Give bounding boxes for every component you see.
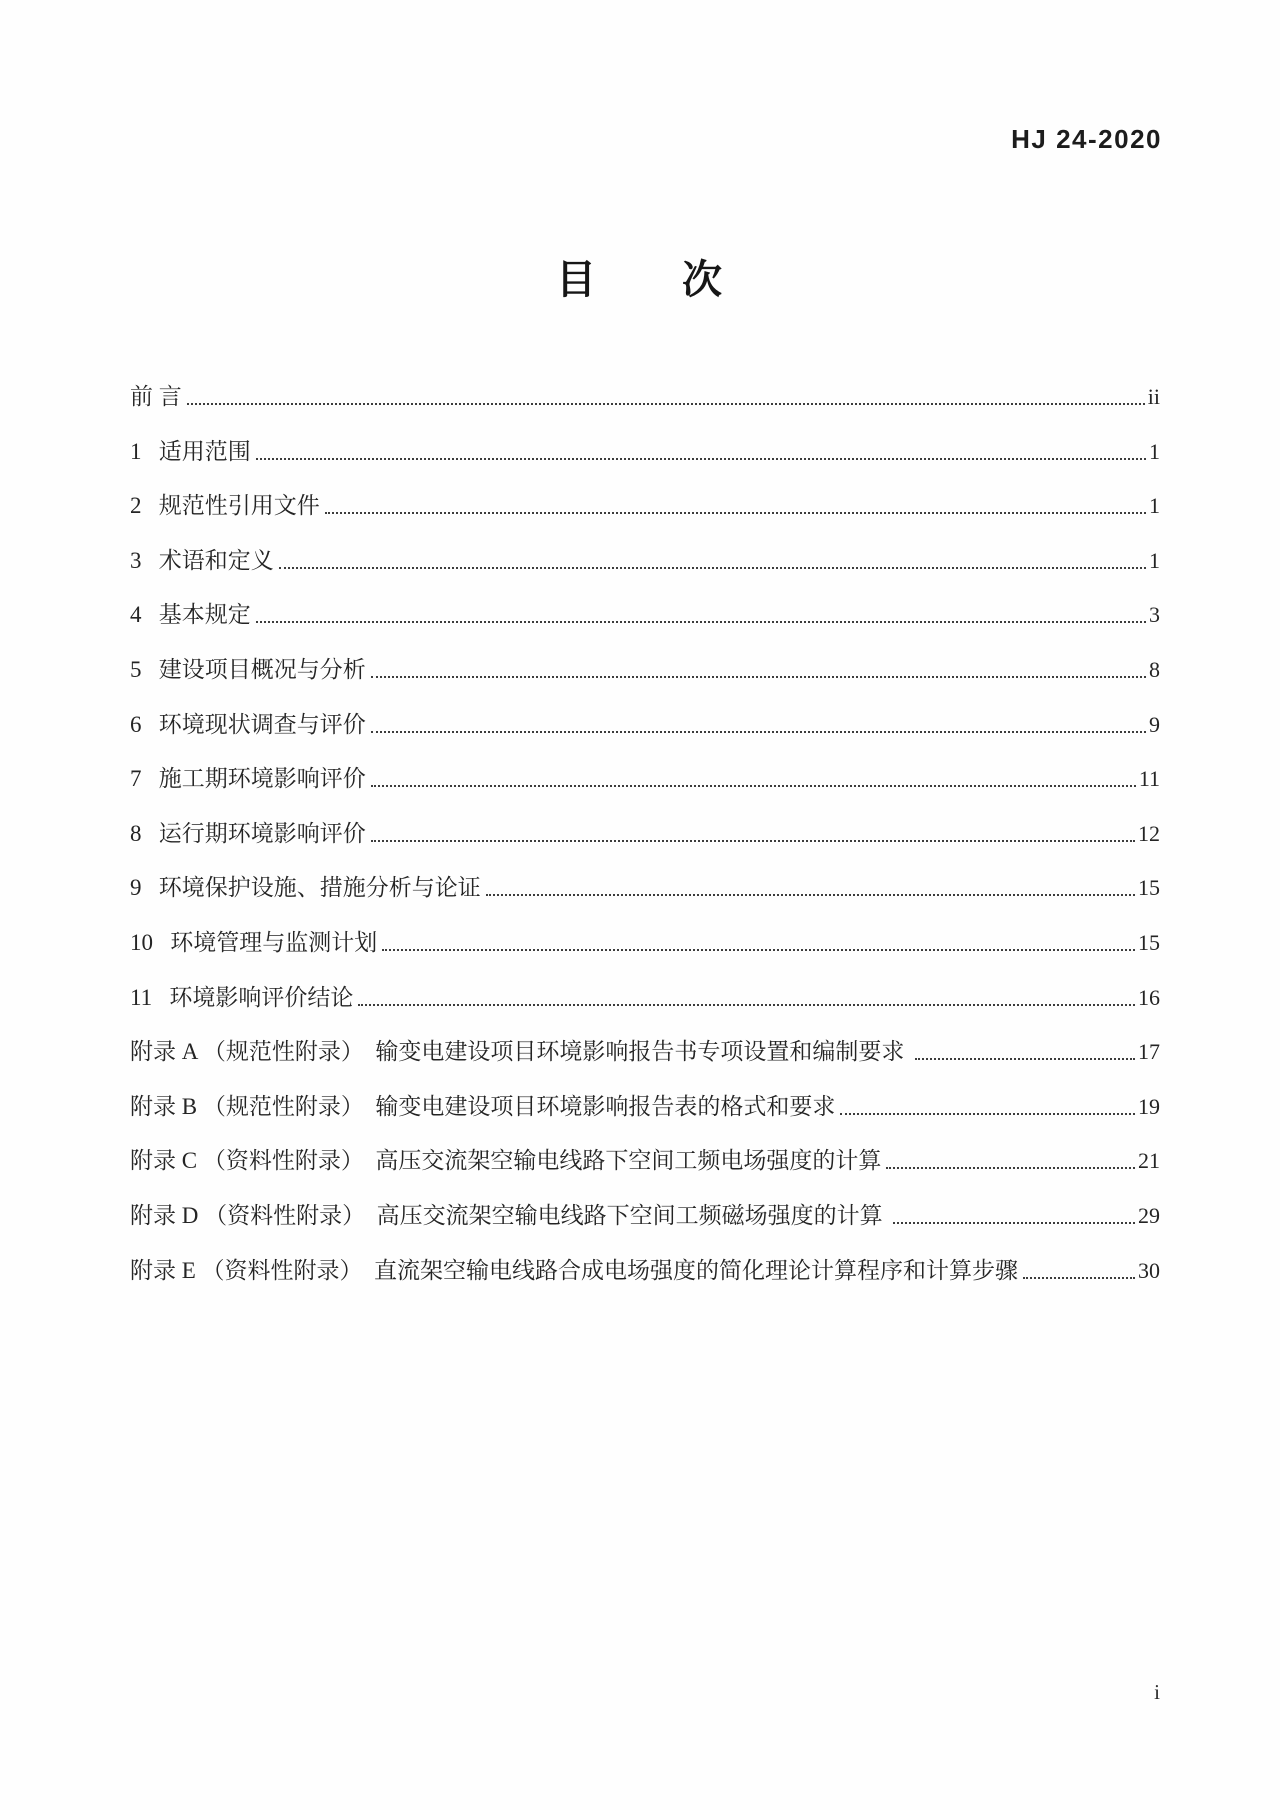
toc-entry [130,602,1160,628]
toc-entry [130,1148,1160,1174]
toc-entry-label: 9 环境保护设施、措施分析与论证 [130,875,481,901]
toc-leader-dots [256,458,1146,460]
toc-entry-label: 8 运行期环境影响评价 [130,820,366,846]
toc-entry-label: 附录 A （规范性附录） 输变电建设项目环境影响报告书专项设置和编制要求 [130,1039,911,1065]
toc-entry [130,1039,1160,1065]
toc-entry-page-number: 1 [1149,438,1160,464]
toc-entry [130,930,1160,956]
toc-leader-dots [371,731,1146,733]
toc-entry [130,493,1160,519]
toc-leader-dots [358,1004,1135,1006]
toc-entry [130,548,1160,574]
toc-leader-dots [371,676,1146,678]
toc-entry-page-number: 9 [1149,711,1160,737]
toc-leader-dots [893,1222,1135,1224]
toc-entry [130,712,1160,738]
toc-entry-label: 3 术语和定义 [130,547,274,573]
toc-entry [130,1203,1160,1229]
toc-entry-label: 附录 E （资料性附录） 直流架空输电线路合成电场强度的简化理论计算程序和计算步骤 [130,1257,1019,1283]
toc-entry-label: 前 言 [130,384,182,409]
toc-entry [130,384,1160,410]
toc-entry-page-number: 12 [1138,820,1160,846]
toc-entry [130,657,1160,683]
toc-entry-page-number: ii [1147,384,1160,409]
toc-entry-page-number: 15 [1138,875,1160,901]
toc-entry-page-number: 1 [1149,493,1160,519]
toc-leader-dots [371,840,1135,842]
toc-entry-page-number: 21 [1138,1148,1160,1174]
toc-leader-dots [1023,1277,1135,1279]
toc-entry-label: 附录 B （规范性附录） 输变电建设项目环境影响报告表的格式和要求 [130,1093,836,1119]
toc-leader-dots [371,785,1136,787]
toc-entry-label: 附录 C （资料性附录） 高压交流架空输电线路下空间工频电场强度的计算 [130,1148,882,1174]
toc-list [130,384,1160,1312]
toc-entry-label: 附录 D （资料性附录） 高压交流架空输电线路下空间工频磁场强度的计算 [130,1202,889,1228]
toc-entry-page-number: 15 [1138,929,1160,955]
toc-entry [130,766,1160,792]
toc-entry-page-number: 3 [1149,602,1160,628]
toc-entry-page-number: 8 [1149,656,1160,682]
toc-entry-page-number: 30 [1138,1257,1160,1283]
toc-entry-label: 7 施工期环境影响评价 [130,766,366,792]
toc-entry [130,875,1160,901]
toc-entry [130,439,1160,465]
standard-number-header: HJ 24-2020 [1011,124,1162,154]
toc-entry-page-number: 16 [1138,984,1160,1010]
page-title: 目 次 [556,257,724,302]
toc-leader-dots [325,512,1146,514]
toc-entry [130,985,1160,1011]
toc-entry-label: 6 环境现状调查与评价 [130,711,366,737]
toc-entry-page-number: 17 [1138,1039,1160,1065]
toc-entry-label: 2 规范性引用文件 [130,493,320,519]
footer-page-number: i [1154,1680,1160,1704]
toc-entry-page-number: 29 [1138,1202,1160,1228]
toc-entry-page-number: 1 [1149,547,1160,573]
toc-entry [130,821,1160,847]
toc-leader-dots [486,894,1135,896]
toc-leader-dots [256,621,1146,623]
toc-leader-dots [187,403,1145,405]
toc-leader-dots [382,949,1135,951]
toc-entry-label: 10 环境管理与监测计划 [130,929,378,955]
toc-entry [130,1258,1160,1284]
toc-leader-dots [840,1113,1135,1115]
toc-leader-dots [886,1167,1135,1169]
toc-entry [130,1094,1160,1120]
toc-leader-dots [279,567,1146,569]
toc-entry-label: 4 基本规定 [130,602,251,628]
toc-entry-label: 11 环境影响评价结论 [130,984,354,1010]
toc-entry-label: 1 适用范围 [130,438,251,464]
toc-entry-label: 5 建设项目概况与分析 [130,656,366,682]
toc-entry-page-number: 19 [1138,1093,1160,1119]
toc-entry-page-number: 11 [1138,766,1160,792]
toc-leader-dots [915,1058,1135,1060]
